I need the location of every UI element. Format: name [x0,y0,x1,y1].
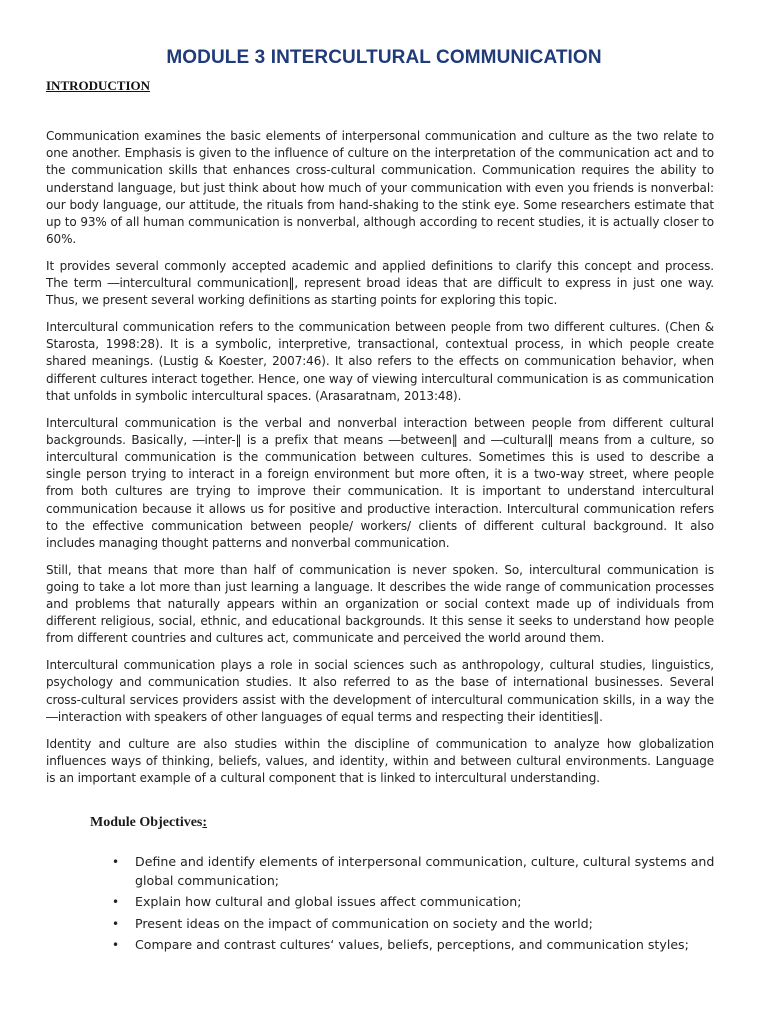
module-objectives-heading [90,815,207,831]
objective-text: Define and identify elements of interpersonal communication, culture, cultural systems and global communication; [135,854,715,888]
paragraph-6: Intercultural communication plays a role in social sciences such as anthropology, cultural studies, linguistics, psychology and communication studies. It also referred to as the base of international businesses. Several cross-cultural services providers assist with the development of intercultural communication skills, in a way the ―interaction with speakers of other languages of equal terms and respecting their identities‖. [46,658,714,724]
bullet-icon: • [112,855,120,869]
bullet-icon: • [112,895,120,909]
bullet-icon: • [112,916,120,931]
objective-text: Present ideas on the impact of communication on society and the world; [135,915,593,931]
paragraph-5: Still, that means that more than half of communication is never spoken. So, intercultural communication is going to take a lot more than just learning a language. It describes the wide range of communication processes and problems that naturally appears within an organization or social context made up of individuals from different religious, social, ethnic, and educational backgrounds. It this sense it seeks to understand how people from different countries and cultures act, communicate and perceived the world around them. [46,562,714,646]
paragraph-3: Intercultural communication refers to the communication between people from two different cultures. (Chen & Starosta, 1998:28). It is a symbolic, interpretive, transactional, contextual process, in which people create shared meanings. (Lustig & Koester, 2007:46). It also refers to the effects on communication behavior, when different cultures interact together. Hence, one way of viewing intercultural communication is as communication that unfolds in symbolic intercultural spaces. (Arasaratnam, 2013:48). [46,320,714,403]
module-objectives-label: Module Objectives [90,815,203,830]
bullet-icon: • [112,938,120,952]
objective-text: Explain how cultural and global issues affect communication; [135,894,522,909]
objective-item [112,893,722,912]
paragraph-7: Identity and culture are also studies within the discipline of communication to analyze how globalization influences ways of thinking, beliefs, values, and identity, within and between cultural environments. Language is an important example of a cultural component that is linked to intercultural understanding. [46,736,714,785]
paragraph-4: Intercultural communication is the verbal and nonverbal interaction between people from different cultural backgrounds. Basically, ―inter-‖ is a prefix that means ―between‖ and ―cultural‖ means from a culture, so intercultural communication is the communication between cultures. Sometimes this is used to describe a single person trying to interact in a foreign environment but more often, it is a two-way street, where people from both cultures are trying to improve their communication. It is important to understand intercultural communication because it allows us for positive and productive interaction. Intercultural communication refers to the effective communication between people/ workers/ clients of different cultural background. It also includes managing thought patterns and nonverbal communication. [46,415,714,550]
objective-item [112,936,722,955]
objective-item [112,853,722,890]
objective-text: Compare and contrast cultures‘ values, beliefs, perceptions, and communication styles; [135,937,689,952]
introduction-heading: INTRODUCTION [46,78,151,93]
body-text [46,128,714,797]
paragraph-2: It provides several commonly accepted academic and applied definitions to clarify this concept and process. The term ―intercultural communication‖, represent broad ideas that are difficult to express in just one way. Thus, we present several working definitions as starting points for exploring this topic. [46,258,714,308]
paragraph-1: Communication examines the basic elements of interpersonal communication and culture as the two relate to one another. Emphasis is given to the influence of culture on the interpretation of the communication act and to the communication skills that enhances cross-cultural communication. Communication requires the ability to understand language, but just think about how much of your communication with even you friends is nonverbal: our body language, our attitude, the rituals from hand-shaking to the stink eye. Some researchers estimate that up to 93% of all human communication is nonverbal, although according to recent studies, it is actually closer to 60%. [46,129,714,247]
objectives-list [112,853,722,958]
objective-item [112,915,722,934]
page-title: MODULE 3 INTERCULTURAL COMMUNICATION [166,47,602,68]
module-objectives-colon: : [202,815,208,830]
